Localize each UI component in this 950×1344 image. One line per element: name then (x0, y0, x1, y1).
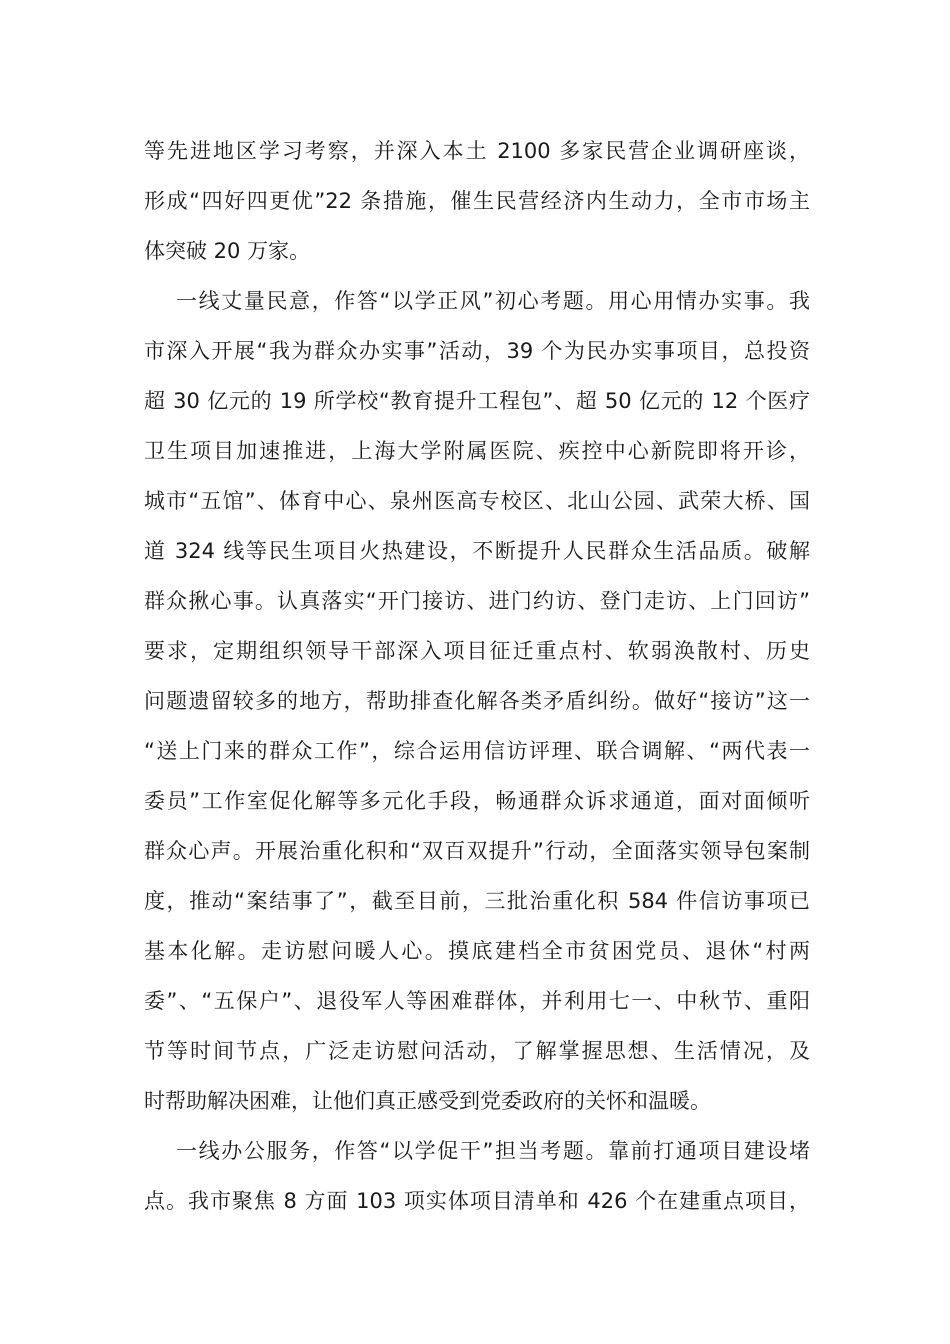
text-line: 卫生项目加速推进，上海大学附属医院、疾控中心新院即将开诊， (144, 439, 810, 463)
text-line: 形成“四好四更优”22 条措施，催生民营经济内生动力，全市市场主 (144, 189, 810, 213)
text-line: 委”、“五保户”、退役军人等困难群体，并利用七一、中秋节、重阳 (144, 989, 810, 1013)
text-line: 委员”工作室促化解等多元化手段，畅通群众诉求通道，面对面倾听 (144, 789, 810, 813)
text-line: 市深入开展“我为群众办实事”活动，39 个为民办实事项目，总投资 (144, 339, 810, 363)
text-line: 体突破 20 万家。 (144, 239, 311, 263)
text-line: 时帮助解决困难，让他们真正感受到党委政府的关怀和温暖。 (144, 1089, 711, 1113)
text-line: 要求，定期组织领导干部深入项目征迁重点村、软弱涣散村、历史 (144, 639, 810, 663)
text-line: 基本化解。走访慰问暖人心。摸底建档全市贫困党员、退休“村两 (144, 939, 810, 963)
text-line: 一线办公服务，作答“以学促干”担当考题。靠前打通项目建设堵 (176, 1139, 810, 1163)
text-line: 城市“五馆”、体育中心、泉州医高专校区、北山公园、武荣大桥、国 (144, 489, 810, 513)
text-line: 问题遗留较多的地方，帮助排查化解各类矛盾纠纷。做好“接访”这一 (144, 689, 810, 713)
text-line: “送上门来的群众工作”，综合运用信访评理、联合调解、“两代表一 (144, 739, 810, 763)
text-line: 群众心声。开展治重化积和“双百双提升”行动，全面落实领导包案制 (144, 839, 810, 863)
text-line: 等先进地区学习考察，并深入本土 2100 多家民营企业调研座谈， (144, 139, 810, 163)
text-line: 节等时间节点，广泛走访慰问活动，了解掌握思想、生活情况，及 (144, 1039, 810, 1063)
text-line: 点。我市聚焦 8 方面 103 项实体项目清单和 426 个在建重点项目， (144, 1189, 810, 1213)
document-body (144, 126, 810, 1226)
text-line: 道 324 线等民生项目火热建设，不断提升人民群众生活品质。破解 (144, 539, 810, 563)
text-line: 度，推动“案结事了”，截至目前，三批治重化积 584 件信访事项已 (144, 889, 810, 913)
text-line: 一线丈量民意，作答“以学正风”初心考题。用心用情办实事。我 (176, 289, 810, 313)
text-line: 超 30 亿元的 19 所学校“教育提升工程包”、超 50 亿元的 12 个医疗 (144, 389, 810, 413)
text-line: 群众揪心事。认真落实“开门接访、进门约访、登门走访、上门回访” (144, 589, 810, 613)
